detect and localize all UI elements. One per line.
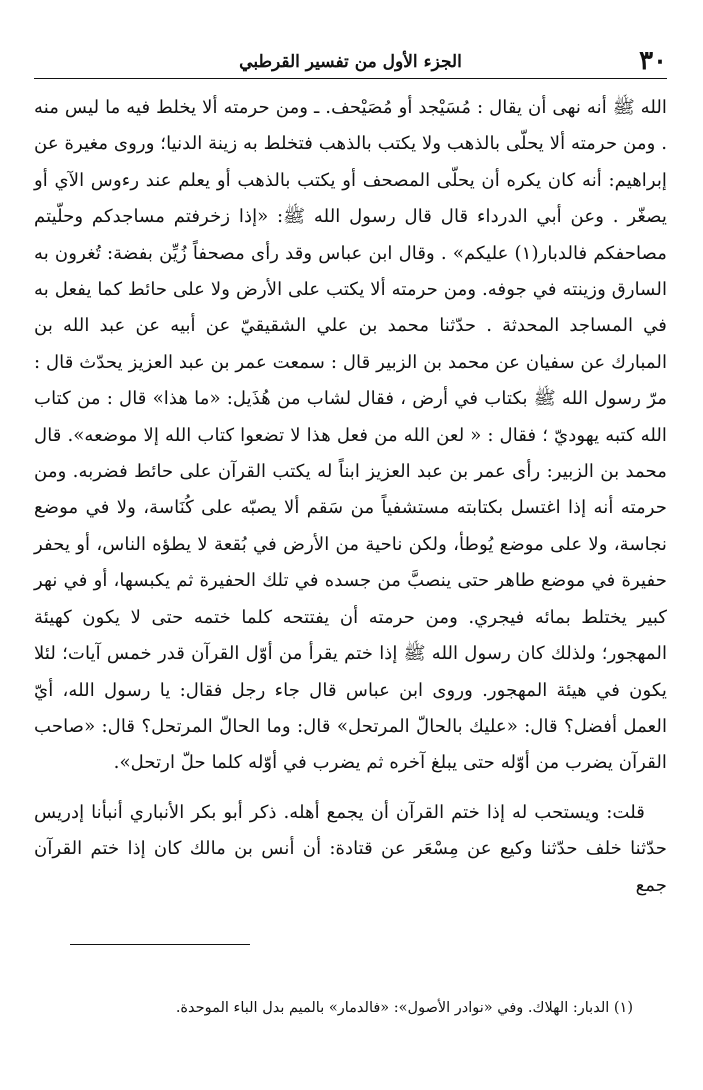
footnote: (١) الدبار: الهلاك. وفي «نوادر الأصول»: «فالدمار» بالميم بدل الباء الموحدة. — [175, 1000, 633, 1016]
running-title: الجزء الأول من تفسير القرطبي — [239, 52, 462, 72]
body-paragraph-1: الله ﷺ أنه نهى أن يقال : مُسَيْجد أو مُصَيْحف. ـ ومن حرمته ألا يخلط فيه ما ليس منه . ومن حرمته ألا يحلّى بالذهب ولا يكتب بالذهب فتخلط به زينة الدنيا؛ وروى مغيرة عن إبراهيم: أنه كان يكره أن يحلّى المصحف أو يكتب بالذهب أو يعلم عند رءوس الآي أو يصغّر . وعن أبي الدرداء قال قال رسول الله ﷺ: «إذا زخرفتم مساجدكم وحلّيتم مصاحفكم فالدبار(١) عليكم» . وقال ابن عباس وقد رأى مصحفاً زُيِّن بفضة: تُغرون به السارق وزينته في جوفه. ومن حرمته ألا يكتب على الأرض ولا على حائط كما يفعل به في المساجد المحدثة . حدّثنا محمد بن علي الشقيقيّ عن أبيه عن عبد الله بن المبارك عن سفيان عن محمد بن الزبير قال : سمعت عمر بن عبد العزيز يحدّث قال : مرّ رسول الله ﷺ بكتاب في أرض ، فقال لشاب من هُذَيل: «ما هذا» قال : من كتاب الله كتبه يهوديّ ؛ فقال : « لعن الله من فعل هذا لا تضعوا كتاب الله إلا موضعه». قال محمد بن الزبير: رأى عمر بن عبد العزيز ابناً له يكتب القرآن على حائط فضربه. ومن حرمته أنه إذا اغتسل بكتابته مستشفياً من سَقم ألا يصبّه على كُنَاسة، ولا في موضع نجاسة، ولا على موضع يُوطأ، ولكن ناحية من الأرض في بُقعة لا يطؤه الناس، أو يحفر حفيرة في موضع طاهر حتى ينصبَّ من جسده في تلك الحفيرة ثم يكبسها، أو في نهر كبير يختلط بمائه فيجري. ومن حرمته أن يفتتحه كلما ختمه حتى لا يكون كهيئة المهجور؛ ولذلك كان رسول الله ﷺ إذا ختم يقرأ من أوّل القرآن قدر خمس آيات؛ لئلا يكون في هيئة المهجور. وروى ابن عباس قال جاء رجل فقال: يا رسول الله، أيّ العمل أفضل؟ قال: «عليك بالحالّ المرتحل» قال: وما الحالّ المرتحل؟ قال: «صاحب القرآن يضرب من أوّله حتى يبلغ آخره ثم يضرب في أوّله كلما حلّ ارتحل». — [34, 97, 668, 774]
page-number: ٣٠ — [639, 46, 667, 76]
main-text — [34, 90, 667, 904]
footnote-divider — [70, 944, 250, 945]
body-paragraph-2: قلت: ويستحب له إذا ختم القرآن أن يجمع أهله. ذكر أبو بكر الأنباري أنبأنا إدريس حدّثنا خلف حدّثنا وكيع عن مِسْعَر عن قتادة: أن أنس بن مالك كان إذا ختم القرآن جمع — [34, 801, 667, 896]
page-header — [34, 46, 667, 79]
